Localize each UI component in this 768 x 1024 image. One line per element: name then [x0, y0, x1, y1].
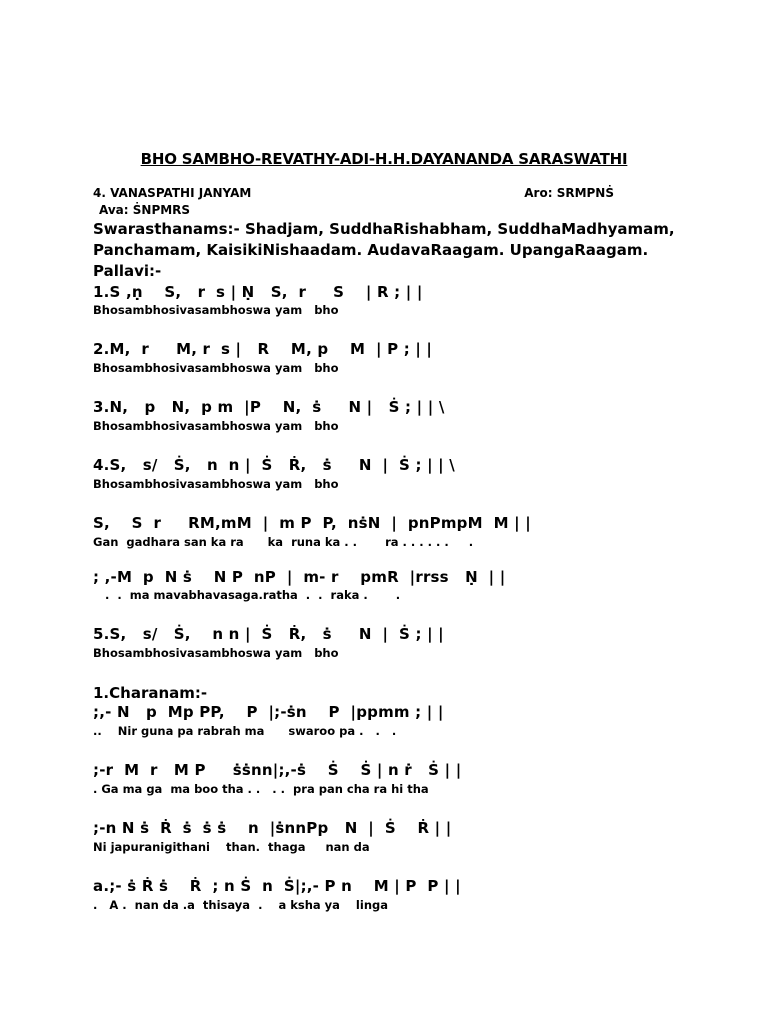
pallavi-lyric-6: . . ma mavabhavasaga.ratha . . raka . . — [93, 588, 401, 602]
arohanam: Aro: SRMPNṠ — [524, 186, 614, 200]
swarasthanams-line-2: Panchamam, KaisikiNishaadam. AudavaRaagam. UpangaRaagam. — [93, 241, 649, 259]
pallavi-notation-1: 1.S ,ṇ S, r s | Ṇ S, r S | R ; | | — [93, 283, 423, 301]
pallavi-heading: Pallavi:- — [93, 262, 162, 280]
pallavi-lyric-5: Gan gadhara san ka ra ka runa ka . . ra . . . . . . . — [93, 535, 474, 549]
pallavi-lyric-4: Bhosambhosivasambhoswa yam bho — [93, 477, 339, 491]
raga-label: 4. VANASPATHI JANYAM — [93, 186, 252, 200]
pallavi-notation-3: 3.N, p N, p m |P N, ṡ N | Ṡ ; | | \ — [93, 398, 445, 416]
pallavi-notation-4: 4.S, s/ Ṡ, n n | Ṡ Ṙ, ṡ N | Ṡ ; | | \ — [93, 456, 455, 474]
charanam-lyric-1: .. Nir guna pa rabrah ma swaroo pa . . . — [93, 724, 397, 738]
charanam-notation-3: ;-n N ṡ Ṙ ṡ ṡ ṡ n |ṡnnPp N | Ṡ Ṙ | | — [93, 819, 452, 837]
charanam-lyric-3: Ni japuranigithani than. thaga nan da — [93, 840, 370, 854]
charanam-heading: 1.Charanam:- — [93, 684, 208, 702]
swarasthanams-line-1: Swarasthanams:- Shadjam, SuddhaRishabham, SuddhaMadhyamam, — [93, 220, 675, 238]
pallavi-lyric-7: Bhosambhosivasambhoswa yam bho — [93, 646, 339, 660]
pallavi-notation-2: 2.M, r M, r s | R M, p M | P ; | | — [93, 340, 433, 358]
avarohanam: Ava: ṠNPMRS — [99, 203, 191, 217]
charanam-lyric-2: . Ga ma ga ma boo tha . . . . pra pan cha ra hi tha — [93, 782, 429, 796]
charanam-notation-4: a.;- ṡ Ṙ ṡ Ṙ ; n Ṡ n Ṡ|;,- P n M | P P | | — [93, 877, 461, 895]
pallavi-notation-7: 5.S, s/ Ṡ, n n | Ṡ Ṙ, ṡ N | Ṡ ; | | — [93, 625, 444, 643]
charanam-notation-1: ;,- N p Mp PP, P |;-ṡn P |ppmm ; | | — [93, 703, 444, 721]
pallavi-lyric-1: Bhosambhosivasambhoswa yam bho — [93, 303, 339, 317]
pallavi-lyric-2: Bhosambhosivasambhoswa yam bho — [93, 361, 339, 375]
charanam-lyric-4: . A . nan da .a thisaya . a ksha ya linga — [93, 898, 388, 912]
page-title: BHO SAMBHO-REVATHY-ADI-H.H.DAYANANDA SARASWATHI — [140, 150, 628, 168]
pallavi-lyric-3: Bhosambhosivasambhoswa yam bho — [93, 419, 339, 433]
pallavi-notation-6: ; ,-M p N ṡ N P nP | m- r pmR |rrss Ṇ | | — [93, 568, 506, 586]
charanam-notation-2: ;-r M r M P ṡṡnn|;,-ṡ Ṡ Ṡ | n ṙ Ṡ | | — [93, 761, 462, 779]
pallavi-notation-5: S, S r RM,mM | m P P, nṡN | pnPmpM M | | — [93, 514, 531, 532]
